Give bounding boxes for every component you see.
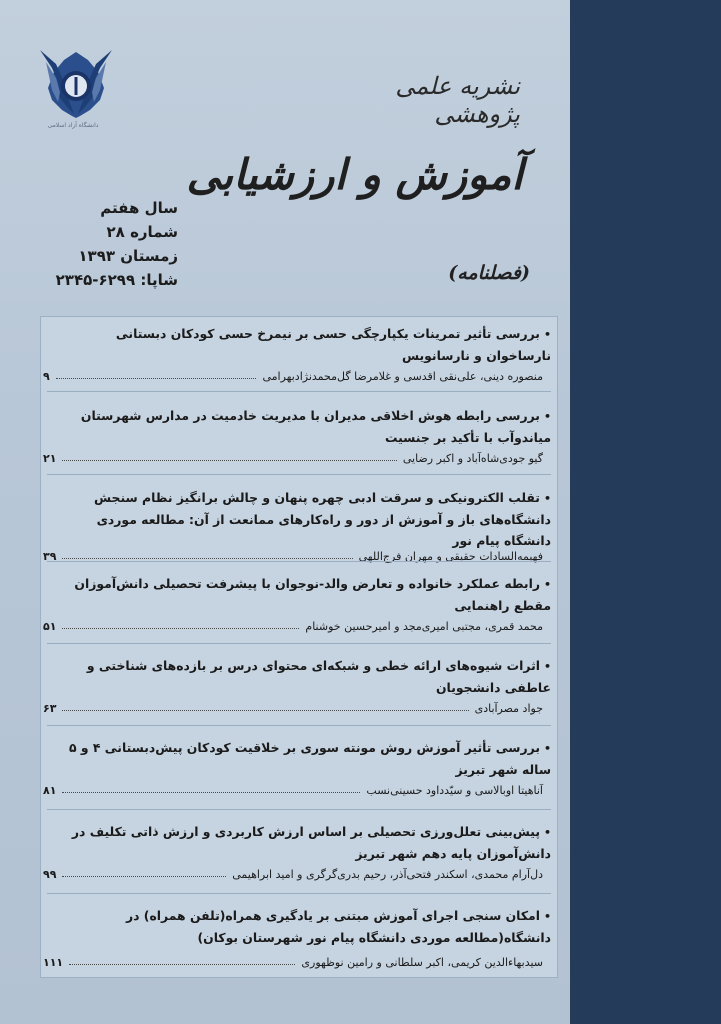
article-page: ۹ <box>43 370 50 383</box>
article-authors: محمد قمری، مجتبی امیری‌مجد و امیرحسین خوشنام <box>305 620 543 633</box>
article-page: ۶۳ <box>43 702 57 715</box>
issue-issn: شاپا: ۶۲۹۹-۲۳۴۵ <box>55 271 178 289</box>
cover-spine <box>570 0 721 1024</box>
article-byline <box>43 615 543 633</box>
leader-dots <box>62 460 396 461</box>
article-authors: منصوره دینی، علی‌نقی اقدسی و غلامرضا گل‌محمدنژادبهرامی <box>262 370 543 383</box>
divider <box>47 809 551 810</box>
issue-info <box>38 196 178 292</box>
article-byline <box>43 447 543 465</box>
article-byline <box>43 863 543 881</box>
divider <box>47 391 551 392</box>
divider <box>47 474 551 475</box>
issue-number: شماره ۲۸ <box>106 223 178 241</box>
leader-dots <box>62 876 226 877</box>
article-title: •بررسی رابطه هوش اخلاقی مدیران با مدیریت خادمیت در مدارس شهرستان میاندوآب با تأکید بر جنسیت <box>80 408 551 445</box>
article-page: ۱۱۱ <box>43 956 64 969</box>
article-page: ۵۱ <box>43 620 57 633</box>
logo-caption: دانشگاه آزاد اسلامی <box>47 122 99 129</box>
article-page: ۹۹ <box>43 868 57 881</box>
article-authors: دل‌آرام محمدی، اسکندر فتحی‌آذر، رحیم بدری‌گرگری و امید ابراهیمی <box>232 868 543 881</box>
journal-frequency: (فصلنامه) <box>448 262 530 284</box>
article-authors: گیو جودی‌شاه‌آباد و اکبر رضایی <box>402 452 543 465</box>
divider <box>47 643 551 644</box>
article-authors: سیدبهاءالدین کریمی، اکبر سلطانی و رامین نوظهوری <box>301 956 543 969</box>
issue-season: زمستان ۱۳۹۳ <box>78 247 178 265</box>
article-page: ۳۹ <box>43 550 57 563</box>
article-byline <box>43 697 543 715</box>
article-byline <box>43 779 543 797</box>
journal-title: آموزش و ارزشیابی <box>186 150 523 199</box>
article-title: •پیش‌بینی تعلل‌ورزی تحصیلی بر اساس ارزش کاربردی و ارزش ذاتی تکلیف در دانش‌آموزان پایه دهم شهر تبریز <box>71 824 551 861</box>
article-page: ۲۱ <box>43 452 57 465</box>
table-of-contents <box>40 316 558 978</box>
article-title: •اثرات شیوه‌های ارائه خطی و شبکه‌ای محتوای درس بر بازده‌های شناختی و عاطفی دانشجویان <box>86 658 551 695</box>
divider <box>47 893 551 894</box>
article-authors: فهیمه‌السادات حقیقی و مهران فرج‌اللهی <box>358 550 543 563</box>
article-title: •بررسی تأثیر آموزش روش مونته سوری بر خلاقیت کودکان پیش‌دبستانی ۴ و ۵ ساله شهر تبریز <box>68 740 551 777</box>
article-page: ۸۱ <box>43 784 57 797</box>
article-title: •رابطه عملکرد خانواده و تعارض والد-نوجوان با پیشرفت تحصیلی دانش‌آموزان مقطع راهنمایی <box>74 576 551 613</box>
leader-dots <box>62 792 360 793</box>
divider <box>47 725 551 726</box>
journal-subtitle: نشریه علمی پژوهشی <box>395 72 520 128</box>
divider <box>47 561 551 562</box>
leader-dots <box>62 558 352 559</box>
issue-year: سال هفتم <box>100 199 178 217</box>
leader-dots <box>69 964 295 965</box>
article-byline <box>43 951 543 969</box>
leader-dots <box>62 628 299 629</box>
leader-dots <box>56 378 257 379</box>
article-authors: آناهیتا اوبالاسی و سیّدداود حسینی‌نسب <box>366 784 543 797</box>
article-title: •تقلب الکترونیکی و سرقت ادبی چهره پنهان و چالش برانگیز نظام سنجش دانشگاه‌های باز و آموزش از دور و راه‌کارهای ممانعت از آن: مطالعه موردی دانشگاه پیام نور <box>94 490 551 548</box>
leader-dots <box>62 710 468 711</box>
article-title: •امکان سنجی اجرای آموزش مبتنی بر یادگیری همراه(تلفن همراه) در دانشگاه(مطالعه موردی دانشگاه پیام نور شهرستان بوکان) <box>126 908 551 945</box>
article-byline <box>43 365 543 383</box>
article-title: •بررسی تأثیر تمرینات یکپارچگی حسی بر نیمرخ حسی کودکان دبستانی نارساخوان و نارسانویس <box>115 326 551 363</box>
article-authors: جواد مصرآبادی <box>474 702 543 715</box>
